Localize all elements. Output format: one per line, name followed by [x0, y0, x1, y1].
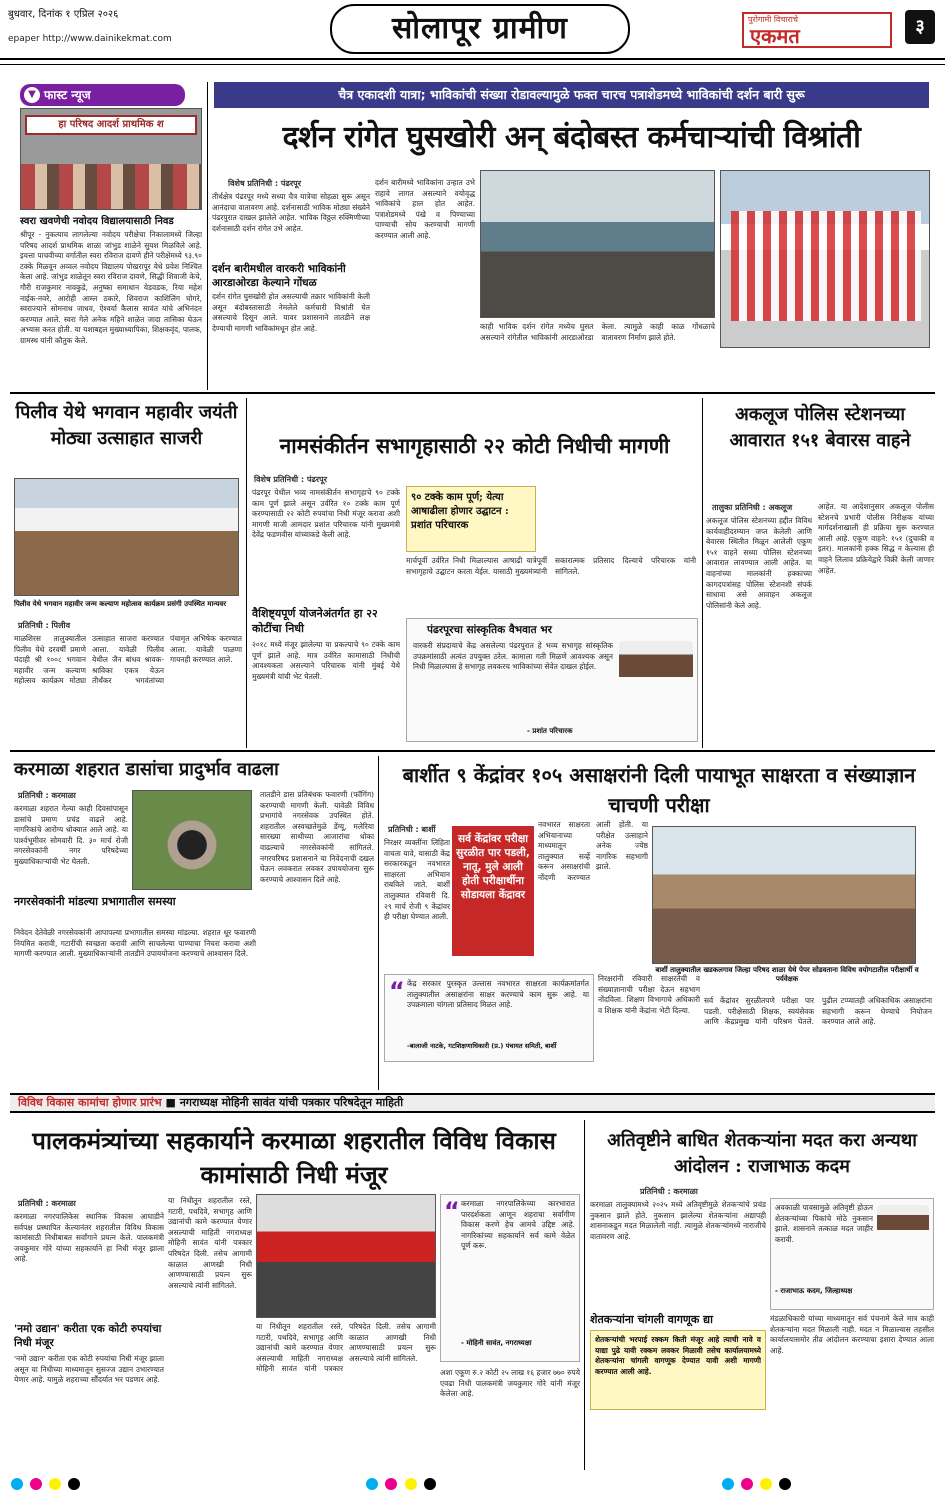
black-dot	[68, 1478, 80, 1490]
section-rule	[10, 750, 935, 752]
section-title: सोलापूर ग्रामीण	[330, 4, 630, 54]
dengue-headline: करमाळा शहरात डासांचा प्रादुर्भाव वाढला	[14, 759, 279, 780]
group-photo	[21, 164, 201, 209]
quote-author: - प्रशांत परिचारक	[527, 727, 573, 735]
cyan-dot	[722, 1478, 734, 1490]
yellow-dot	[405, 1478, 417, 1490]
bullet-icon: ■	[165, 1096, 180, 1109]
literacy-quote-box	[384, 974, 594, 1062]
farmers-subhead: शेतकऱ्यांना चांगली वागणूक द्या	[590, 1313, 713, 1326]
magenta-dot	[30, 1478, 42, 1490]
column-divider	[246, 398, 247, 748]
karmala-byline: प्रतिनिधी : करमाळा	[18, 1199, 76, 1208]
dengue-subhead: नगरसेवकांनी मांडल्या प्रभागातील समस्या	[14, 895, 176, 908]
farmers-body: करमाळा तालुक्यामध्ये २०२५ मध्ये अतिवृष्टीमुळे शेतकऱ्यांचे प्रचंड नुकसान झाले होते. नुकसान झालेल्या शेतकऱ्यांना अद्यापही शासनाकडून मदत मिळालेली नाही. त्यामुळे शेतकऱ्यांमध्ये नाराजीचे वातावरण आहे.	[590, 1200, 766, 1241]
epaper-link[interactable]: epaper http://www.dainikekmat.com	[8, 34, 172, 44]
literacy-photo	[652, 826, 916, 964]
dengue-body-3: तातडीने डास प्रतिबंधक फवारणी (फॉगिंग) करण्याची मागणी केली. यावेळी विविध प्रभागांचे नगरसेवक उपस्थित होते. शहरातील अस्वच्छतेमुळे डेंग्यू, मलेरिया सारख्या साथीच्या आजारांचा धोका वाढल्याचे नगरसेवकांनी सांगितले. नगरपरिषद प्रशासनाने या निवेदनाची दखल घेऊन लवकरात लवकर उपाययोजना सुरू करण्याचे आश्वासन दिले आहे.	[260, 790, 374, 884]
masthead-rule-thin	[0, 64, 945, 65]
karmala-body-4: अशा एकूण रु.२ कोटी २५ लाख १६ हजार ७७० रुपये एवढा निधी पालकमंत्री जयकुमार गोरे यांनी मंजूर केलेला आहे.	[440, 1368, 580, 1399]
namsankirtan-body: पंढरपूर येथील भव्य नामसंकीर्तन सभागृहाचे ९० टक्के काम पूर्ण झाले असून उर्वरित १० टक्के काम पूर्ण करण्यासाठी २२ कोटी रुपयांचा निधी मंजूर करावा अशी मागणी माजी आमदार प्रशांत परिचारक यांनी मुख्यमंत्री देवेंद्र फडणवीस यांच्याकडे केली आहे.	[252, 488, 400, 540]
mosquito-photo	[132, 790, 252, 890]
karmala-photo	[256, 1194, 436, 1318]
akluj-body-2: आहेत. या आदेशानुसार अकलूज पोलीस स्टेशनचे प्रभारी पोलीस निरीक्षक यांच्या मार्गदर्शनाखाली ही प्रक्रिया सुरू करण्यात आली आहे. एकूण वाहने: १५१ (दुचाकी व इतर). मालकांनी हक्क सिद्ध न केल्यास ही वाहने लिलाव प्रक्रियेद्वारे विक्री केली जाणार आहेत.	[818, 502, 934, 575]
karmala-body-2: 'नमो उद्यान' करीता एक कोटी रुपयांचा निधी मंजूर झाला असून या निधीच्या माध्यमातून सुसज्ज उद्यान उभारण्यात येणार आहे. यामुळे शहराच्या सौंदर्यात भर पडणार आहे.	[14, 1354, 164, 1385]
farmers-quote-author: - राजाभाऊ कदम, जिल्हाध्यक्ष	[775, 1287, 853, 1295]
fast-news-photo	[20, 108, 202, 210]
lead-body-4: काही भाविक दर्शन रांगेत मध्येच घुसत असल्याने रांगेतील भाविकांनी आरडाओरडा केला. त्यामुळे काही काळ गोंधळाचे वातावरण निर्माण झाले होते.	[480, 322, 715, 342]
namsankirtan-quote-box	[406, 618, 698, 742]
namsankirtan-highlight-box	[406, 486, 536, 552]
lead-subhead: दर्शन बारीमधील वारकरी भाविकांनी आरडाओरडा केल्याने गोंधळ	[212, 263, 346, 289]
mahavir-headline: पिलीव येथे भगवान महावीर जयंती मोठ्या उत्साहात साजरी	[15, 402, 238, 449]
farmers-quote-box	[770, 1198, 934, 1310]
lead-body-1: तीर्थक्षेत्र पंढरपूर मध्ये सध्या चैत्र यात्रेचा सोहळा सुरू असून आनंदाचा वातावरण आहे. दर्शनासाठी भाविक मोठ्या संख्येने पंढरपुरात दाखल झालेले आहेत. भाविक विठ्ठल रुक्मिणीच्या दर्शनासाठी दर्शन रांगेत उभे आहेत.	[212, 192, 370, 233]
masthead-rule	[0, 58, 945, 60]
farmers-yellow-box	[590, 1330, 766, 1410]
lead-byline: विशेष प्रतिनिधी : पंढरपूर	[228, 179, 301, 188]
lead-body-3: दर्शन बारीमध्ये भाविकांना उन्हात उभे राहावे लागत असल्याने वयोवृद्ध भाविकांचे हाल होत आहेत. पत्राशेडमध्ये पंखे व पिण्याच्या पाण्याची सोय करण्याची मागणी करण्यात आली आहे.	[375, 178, 475, 240]
dengue-byline: प्रतिनिधी : करमाळा	[18, 791, 76, 800]
farmers-body-2: शेतकऱ्यांची भरपाई रक्कम किती मंजूर आहे त्याची नावे व याद्या पुढे यावी रक्कम लवकर मिळावी तसेच कार्यालयामध्ये शेतकऱ्यांना चांगली वागणूक देण्यात यावी अशी मागणी करण्यात आली आहे.	[595, 1335, 761, 1376]
literacy-headline: बार्शीत ९ केंद्रांवर १०५ असाक्षरांनी दिली पायाभूत साक्षरता व संख्याज्ञान चाचणी परीक्षा	[402, 763, 916, 817]
column-divider	[584, 1120, 585, 1470]
dengue-body: करमाळा शहरात गेल्या काही दिवसांपासून डासांचे प्रमाण प्रचंड वाढले आहे. नागरिकांचे आरोग्य धोक्यात आले आहे. या पार्श्वभूमीवर सोमवारी दि. ३० मार्च रोजी नगरसेवकांनी नगर परिषदेच्या मुख्याधिकाऱ्यांची भेट घेतली.	[14, 804, 128, 866]
karmala-subhead: 'नमो उद्यान' करीता एक कोटी रुपयांचा निधी मंजूर	[14, 1323, 162, 1349]
mahavir-photo-caption: पिलीव येथे भगवान महावीर जन्म कल्याण महोत्सव कार्यक्रम प्रसंगी उपस्थित मान्यवर	[14, 600, 227, 608]
magenta-dot	[385, 1478, 397, 1490]
karmala-quote-author: - मोहिनी सावंत, नगराध्यक्षा	[461, 1339, 532, 1347]
column-divider	[207, 82, 208, 390]
lead-kicker: चैत्र एकादशी यात्रा; भाविकांची संख्या रोडावल्यामुळे फक्त चारच पत्राशेडमध्ये भाविकांची दर्शन बारी सुरू	[214, 82, 929, 108]
literacy-byline: प्रतिनिधी : बार्शी	[388, 825, 436, 834]
fast-news-caption: स्वरा खवणेची नवोदय विद्यालयासाठी निवड	[20, 216, 174, 227]
fast-news-header	[20, 84, 185, 106]
color-registration-strip	[10, 1475, 935, 1489]
literacy-quote-author: -बालाजी नाटके, गटशिक्षणाधिकारी (प्र.) पंचायत समिती, बार्शी	[407, 1042, 557, 1050]
black-dot	[779, 1478, 791, 1490]
karmala-quote: करमाळा नगरपालिकेच्या कारभारात पारदर्शकता आणून शहराचा सर्वांगीण विकास करणे हेच आमचे उद्दिष्ट आहे. नागरिकांच्या सहकार्याने सर्व कामे वेळेत पूर्ण करू.	[461, 1199, 575, 1251]
karmala-headline: पालकमंत्र्यांच्या सहकार्याने करमाळा शहरातील विविध विकास कामांसाठी निधी मंजूर	[32, 1126, 556, 1189]
farmers-byline: प्रतिनिधी : करमाळा	[640, 1187, 698, 1196]
karmala-quote-box	[440, 1194, 580, 1362]
dengue-body-2: निवेदन देतेवेळी नगरसेवकांनी आपापल्या प्रभागातील समस्या मांडल्या. शहरात धूर फवारणी नियमित करावी, गटारींची स्वच्छता करावी आणि साचलेल्या पाण्याचा निचरा करावा अशी मागणी करण्यात आली. मुख्याधिकाऱ्यांनी तातडीने उपाययोजना करण्याचे आश्वासन दिले.	[14, 928, 256, 959]
portrait-photo	[877, 1205, 929, 1255]
namsankirtan-body-2: २०१८ मध्ये मंजूर झालेल्या या प्रकल्पाचे ९० टक्के काम पूर्ण झाले आहे. मात्र उर्वरित कामासाठी निधीची आवश्यकता असल्याने परिचारक यांनी मुंबई येथे मुख्यमंत्री यांची भेट घेतली.	[252, 640, 400, 681]
akluj-body: अकलूज पोलिस स्टेशनच्या हद्दीत विविध कार्यवाहीदरम्यान जप्त केलेली आणि बेवारस स्थितीत मिळून आलेली एकूण १५१ वाहने सध्या पोलिस स्टेशनच्या आवारात लावण्यात आली आहेत. या वाहनांच्या मालकांनी हक्काच्या कागदपत्रांसह पोलिस स्टेशनशी संपर्क साधावा असे आवाहन अकलूज पोलिसांनी केले आहे.	[706, 516, 812, 610]
namsankirtan-byline: विशेष प्रतिनिधी : पंढरपूर	[254, 475, 327, 484]
mahavir-byline: प्रतिनिधी : पिलीव	[18, 621, 71, 630]
literacy-body-2: नवभारत साक्षरता अभियानाच्या माध्यमातून तालुक्यात सर्व्हे करून असाक्षरांची नोंदणी करण्यात आली होती. या परीक्षेत उत्साहाने अनेक ज्येष्ठ नागरिक सहभागी झाले.	[538, 820, 648, 882]
newspaper-logo	[742, 12, 892, 48]
literacy-body-4: सर्व केंद्रांवर सुरळीतपणे परीक्षा पार पडली. परीक्षेसाठी शिक्षक, स्वयंसेवक आणि केंद्रप्रमुख यांनी परिश्रम घेतले. पुढील टप्प्यातही अधिकाधिक असाक्षरांना सहभागी करून घेण्याचे नियोजन करण्यात आले आहे.	[704, 996, 932, 1027]
logo-name: एकमत	[750, 24, 800, 48]
namsankirtan-headline: नामसंकीर्तन सभागृहासाठी २२ कोटी निधीची मागणी	[279, 433, 670, 458]
karmala-body: करमाळा नगरपालिकेस स्थानिक विकास आघाडीने सर्वपक्ष प्रस्थापित केल्यानंतर शहरातील विविध विकास कामांसाठी निधीबाबत सर्वांगाने प्रयत्न केले. पालकमंत्री जयकुमार गोरे यांच्या सहकार्याने हा निधी मंजूर झाला आहे.	[14, 1212, 164, 1264]
fast-news-body: श्रीपूर - नुकत्याच लागलेल्या नवोदय परीक्षेचा निकालामध्ये जिल्हा परिषद आदर्श प्राथमिक शाळा जांभुड शाळेने सुयश मिळविले आहे. इयत्ता पाचवीच्या वर्गातील स्वरा रविराज दावणे हीने परीक्षेमध्ये ९३.९० टक्के मिळवून अव्वल नवोदय विद्यालय पोखरापूर येथे प्रवेश निश्चित केला आहे. जांभुड शाळेतून स्वरा रविराज दावणे, सिद्धी शिवाजी केचे, गौरी राजकुमार नावकुडे, अनुष्का समाधान येडवडक, रिया महेश नाईक-नवरे, आरोही आम्ल ठकारे, शिवराज काशिलिंग घोगरे, स्वराज्याने सोमनाथ जाधव, ऐश्वर्या कैलास सावंत यांचे अभिनंदन करण्यात आले. स्वरा गेले अनेक महिने शाळेत जादा तासिका घेऊन अभ्यास करत होती. या यशाबद्दल मुख्याध्यापिका, शिक्षकवृंद, पालक, ग्रामस्थ यांनी कौतुक केले.	[20, 230, 202, 345]
magenta-dot	[741, 1478, 753, 1490]
highlight-bar	[10, 1093, 935, 1113]
namsankirtan-body-3: मार्चपूर्वी उर्वरित निधी मिळाल्यास आषाढी यात्रेपूर्वी सभागृहाचे उद्घाटन करता येईल. यासाठी मुख्यमंत्र्यांनी सकारात्मक प्रतिसाद दिल्याचे परिचारक यांनी सांगितले.	[406, 556, 696, 576]
fast-news-label: फास्ट न्यूज	[44, 88, 91, 102]
akluj-headline: अकलूज पोलिस स्टेशनच्या आवारात १५१ बेवारस वाहने	[729, 404, 911, 451]
portrait-photo	[619, 641, 693, 731]
yellow-dot	[760, 1478, 772, 1490]
black-dot	[424, 1478, 436, 1490]
chevron-down-icon: ▼	[24, 87, 40, 103]
yellow-dot	[49, 1478, 61, 1490]
literacy-body: निरक्षर व्यक्तींना लिहिता वाचता यावे, यासाठी केंद्र सरकारकडून नवभारत साक्षरता अभियान राबविले जाते. बार्शी तालुक्यात रविवारी दि. २९ मार्च रोजी ९ केंद्रांवर ही परीक्षा घेण्यात आली.	[384, 838, 450, 922]
farmers-quote: अवकाळी पावसामुळे अतिवृष्टी होऊन शेतकऱ्यांच्या पिकांचे मोठे नुकसान झाले. शासनाने तत्काळ मदत जाहीर करावी.	[775, 1203, 873, 1244]
lead-headline: दर्शन रांगेत घुसखोरी अन् बंदोबस्त कर्मचाऱ्यांची विश्रांती	[282, 120, 861, 155]
cyan-dot	[366, 1478, 378, 1490]
quote-mark-icon: “	[389, 977, 405, 1005]
barrier-poles	[731, 211, 921, 321]
column-divider	[378, 756, 379, 1090]
quote-body: वारकरी संप्रदायाचे केंद्र असलेल्या पंढरपुरात हे भव्य सभागृह सांस्कृतिक उपक्रमांसाठी अत्यंत उपयुक्त ठरेल. कामाला गती मिळणे आवश्यक असून निधी मिळाल्यास हे सभागृह लवकरच भाविकांच्या सेवेत दाखल होईल.	[413, 641, 613, 672]
quote-mark-icon: “	[444, 1197, 460, 1225]
akluj-byline: तालुका प्रतिनिधी : अकलूज	[712, 503, 793, 512]
page-number: ३	[905, 10, 935, 44]
farmers-body-3: मंडळाधिकारी यांच्या माध्यमातून सर्व पंचनामे केले मात्र काही शेतकऱ्यांना मदत मिळाली नाही. मदत न मिळाल्यास तहसील कार्यालयासमोर तीव्र आंदोलन करण्याचा इशारा देण्यात आला आहे.	[770, 1314, 934, 1355]
karmala-body-3: या निधीतून शहरातील रस्ते, गटारी, पथदिवे, सभागृह आणि उद्यानांची कामे करण्यात येणार असल्याची माहिती नगराध्यक्ष मोहिनी सावंत यांनी पत्रकार परिषदेत दिली. तसेच आगामी काळात आणखी निधी आणण्यासाठी प्रयत्न सुरू असल्याचे त्यांनी सांगितले.	[168, 1196, 252, 1290]
namsankirtan-box-text: ९० टक्के काम पूर्ण; येत्या आषाढीला होणार उद्घाटन : प्रशांत परिचारक	[411, 492, 509, 531]
highlight-red: विविध विकास कामांचा होणार प्रारंभ	[18, 1096, 162, 1109]
school-sign: हा परिषद आदर्श प्राथमिक श	[25, 115, 197, 135]
logo-tagline: पुरोगामी विचाराचे	[748, 15, 798, 24]
literacy-red-box: सर्व केंद्रांवर परीक्षा सुरळीत पार पडली, नातू, मुले आली होती परीक्षार्थीना सोडायला केंद्रावर	[452, 826, 534, 956]
section-rule	[10, 392, 935, 394]
quote-title: पंढरपूरचा सांस्कृतिक वैभवात भर	[427, 624, 552, 636]
column-divider	[702, 398, 703, 748]
mahavir-body: माळशिरस तालुक्यातील पिलीव येथे दरवर्षी प्रमाणे यंदाही श्री १००८ भगवान महावीर जन्म कल्याण महोत्सव कार्यक्रम मोठ्या उत्साहात साजरा करण्यात आला. यावेळी पिलीव येथील जैन बांधव श्रावक-श्राविका एकत्र येऊन तीर्थंकर भगवंतांच्या पंचामृत अभिषेक करण्यात आला. यावेळी पाळणा गायनही करण्यात आले.	[14, 634, 242, 686]
literacy-quote: केंद्र सरकार पुरस्कृत उल्लास नवभारत साक्षरता कार्यक्रमांतर्गत तालुक्यातील असाक्षरांना साक्षर करण्याचे काम सुरू आहे. या उपक्रमाला चांगला प्रतिसाद मिळत आहे.	[407, 979, 589, 1010]
literacy-body-3: निरक्षरांनी रविवारी साक्षरतेची व संख्याज्ञानाची परीक्षा देऊन सहभाग नोंदविला. शिक्षण विभागाचे अधिकारी व शिक्षक यांनी केंद्रांना भेटी दिल्या.	[598, 974, 700, 1015]
lead-photo-queue	[720, 170, 930, 348]
namsankirtan-subhead: वैशिष्ट्यपूर्ण योजनेअंतर्गत हा २२ कोटींचा निधी	[252, 607, 378, 635]
karmala-body-4-left: या निधीतून शहरातील रस्ते, गटारी, पथदिवे, सभागृह आणि उद्यानांची कामे करण्यात येणार असल्याची माहिती नगराध्यक्ष मोहिनी सावंत यांनी पत्रकार परिषदेत दिली. तसेच आगामी काळात आणखी निधी आणण्यासाठी प्रयत्न सुरू असल्याचे त्यांनी सांगितले.	[256, 1322, 436, 1374]
highlight-rest: नगराध्यक्ष मोहिनी सावंत यांची पत्रकार परिषदेतून माहिती	[179, 1096, 404, 1109]
lead-photo-crowd	[480, 170, 715, 318]
mahavir-photo	[14, 478, 239, 596]
farmers-headline: अतिवृष्टीने बाधित शेतकऱ्यांना मदत करा अन्यथा आंदोलन : राजाभाऊ कदम	[607, 1130, 917, 1177]
masthead-date: बुधवार, दिनांक १ एप्रिल २०२६	[8, 9, 119, 20]
literacy-photo-caption: बार्शी तालुक्यातील खडकलगाव जिल्हा परिषद शाळा येथे पेपर सोडवताना विविध वयोगटातील परीक्षार्थी व पर्यवेक्षक	[655, 966, 919, 983]
lead-body-2: दर्शन रांगेत घुसखोरी होत असल्याची तक्रार भाविकांनी केली असून बंदोबस्तासाठी नेमलेले कर्मचारी विश्रांती घेत असल्याचे दिसून आले. यावर प्रशासनाने तातडीने लक्ष देण्याची मागणी भाविकांमधून होत आहे.	[212, 292, 370, 333]
cyan-dot	[11, 1478, 23, 1490]
